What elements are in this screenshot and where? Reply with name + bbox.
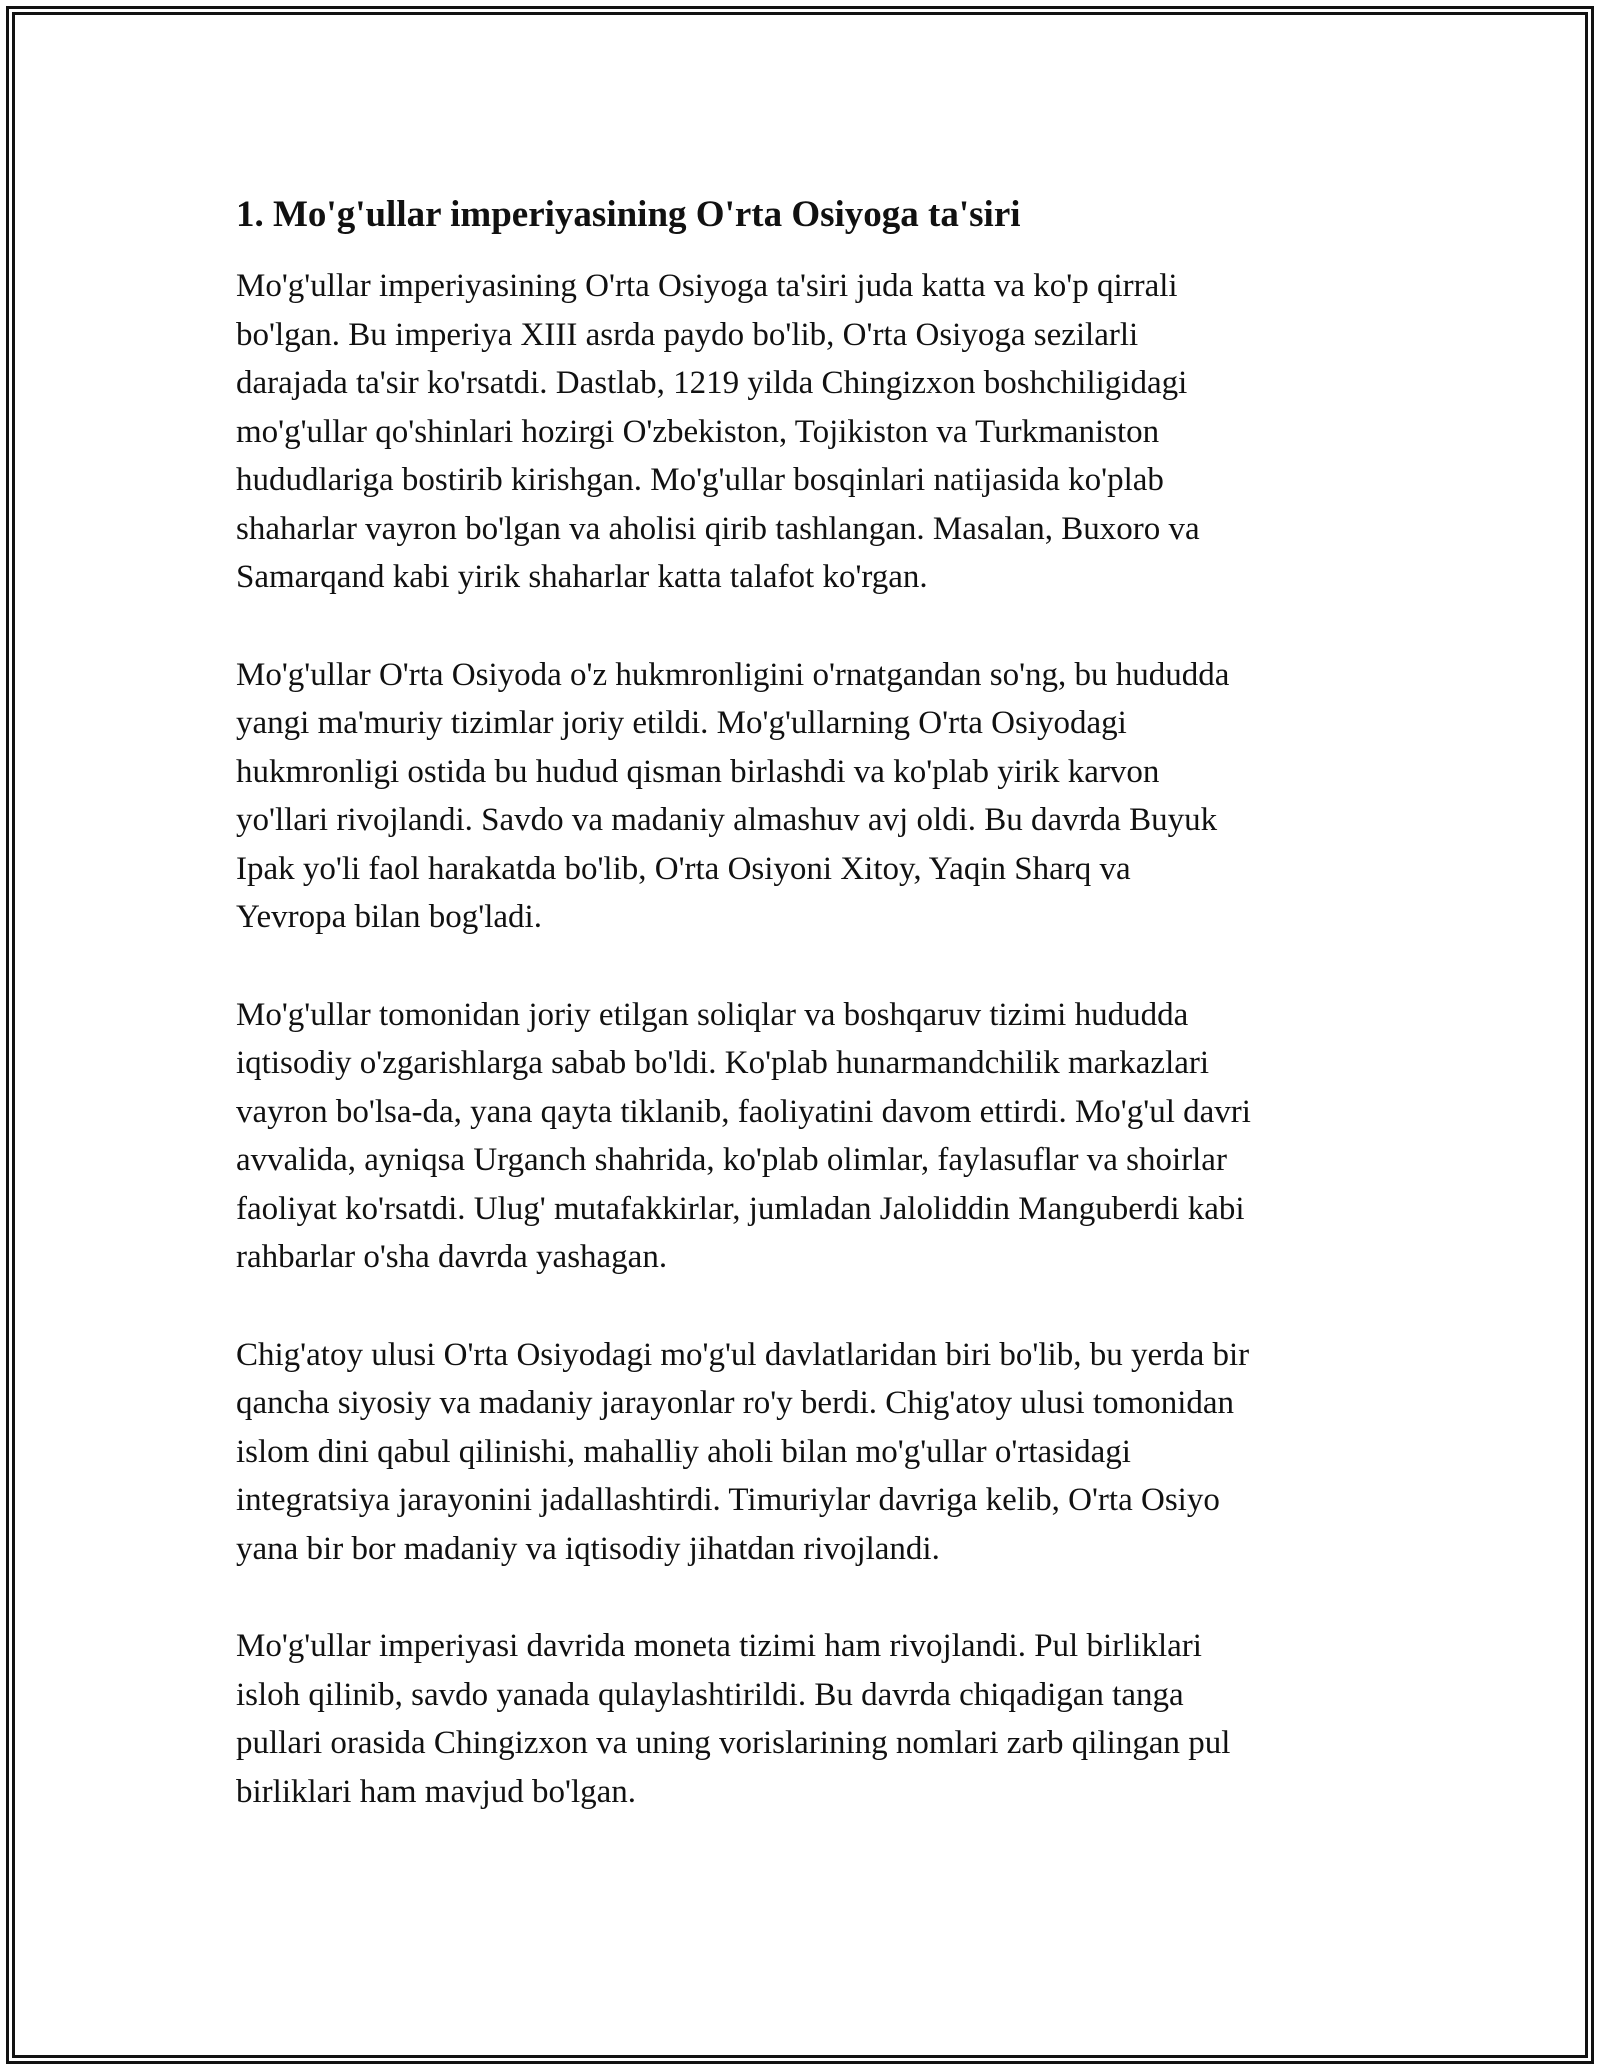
document-body xyxy=(236,190,1376,1865)
paragraph-3: Mo'g'ullar tomonidan joriy etilgan soliqlar va boshqaruv tizimi hududda iqtisodiy o'zgarishlarga sabab bo'ldi. Ko'plab hunarmandchilik markazlari vayron bo'lsa-da, yana qayta tiklanib, faoliyatini davom ettirdi. Mo'g'ul davri avvalida, ayniqsa Urganch shahrida, ko'plab olimlar, faylasuflar va shoirlar faoliyat ko'rsatdi. Ulug' mutafakkirlar, jumladan Jaloliddin Manguberdi kabi rahbarlar o'sha davrda yashagan. xyxy=(236,996,1251,1275)
paragraph-4: Chig'atoy ulusi O'rta Osiyodagi mo'g'ul davlatlaridan biri bo'lib, bu yerda bir qancha siyosiy va madaniy jarayonlar ro'y berdi. Chig'atoy ulusi tomonidan islom dini qabul qilinishi, mahalliy aholi bilan mo'g'ullar o'rtasidagi integratsiya jarayonini jadallashtirdi. Timuriylar davriga kelib, O'rta Osiyo yana bir bor madaniy va iqtisodiy jihatdan rivojlandi. xyxy=(236,1336,1250,1567)
paragraph-2: Mo'g'ullar O'rta Osiyoda o'z hukmronligini o'rnatgandan so'ng, bu hududda yangi ma'muriy tizimlar joriy etildi. Mo'g'ullarning O'rta Osiyodagi hukmronligi ostida bu hudud qisman birlashdi va ko'plab yirik karvon yo'llari rivojlandi. Savdo va madaniy almashuv avj oldi. Bu davrda Buyuk Ipak yo'li faol harakatda bo'lib, O'rta Osiyoni Xitoy, Yaqin Sharq va Yevropa bilan bog'ladi. xyxy=(236,656,1230,935)
paragraph-5: Mo'g'ullar imperiyasi davrida moneta tizimi ham rivojlandi. Pul birliklari isloh qilinib, savdo yanada qulaylashtirildi. Bu davrda chiqadigan tanga pullari orasida Chingizxon va uning vorislarining nomlari zarb qilingan pul birliklari ham mavjud bo'lgan. xyxy=(236,1628,1231,1810)
section-heading: 1. Mo'g'ullar imperiyasining O'rta Osiyoga ta'siri xyxy=(236,194,1021,235)
paragraph-1: Mo'g'ullar imperiyasining O'rta Osiyoga ta'siri juda katta va ko'p qirrali bo'lgan. Bu imperiya XIII asrda paydo bo'lib, O'rta Osiyoga sezilarli darajada ta'sir ko'rsatdi. Dastlab, 1219 yilda Chingizxon boshchiligidagi mo'g'ullar qo'shinlari hozirgi O'zbekiston, Tojikiston va Turkmaniston hududlariga bostirib kirishgan. Mo'g'ullar bosqinlari natijasida ko'plab shaharlar vayron bo'lgan va aholisi qirib tashlangan. Masalan, Buxoro va Samarqand kabi yirik shaharlar katta talafot ko'rgan. xyxy=(236,268,1200,595)
